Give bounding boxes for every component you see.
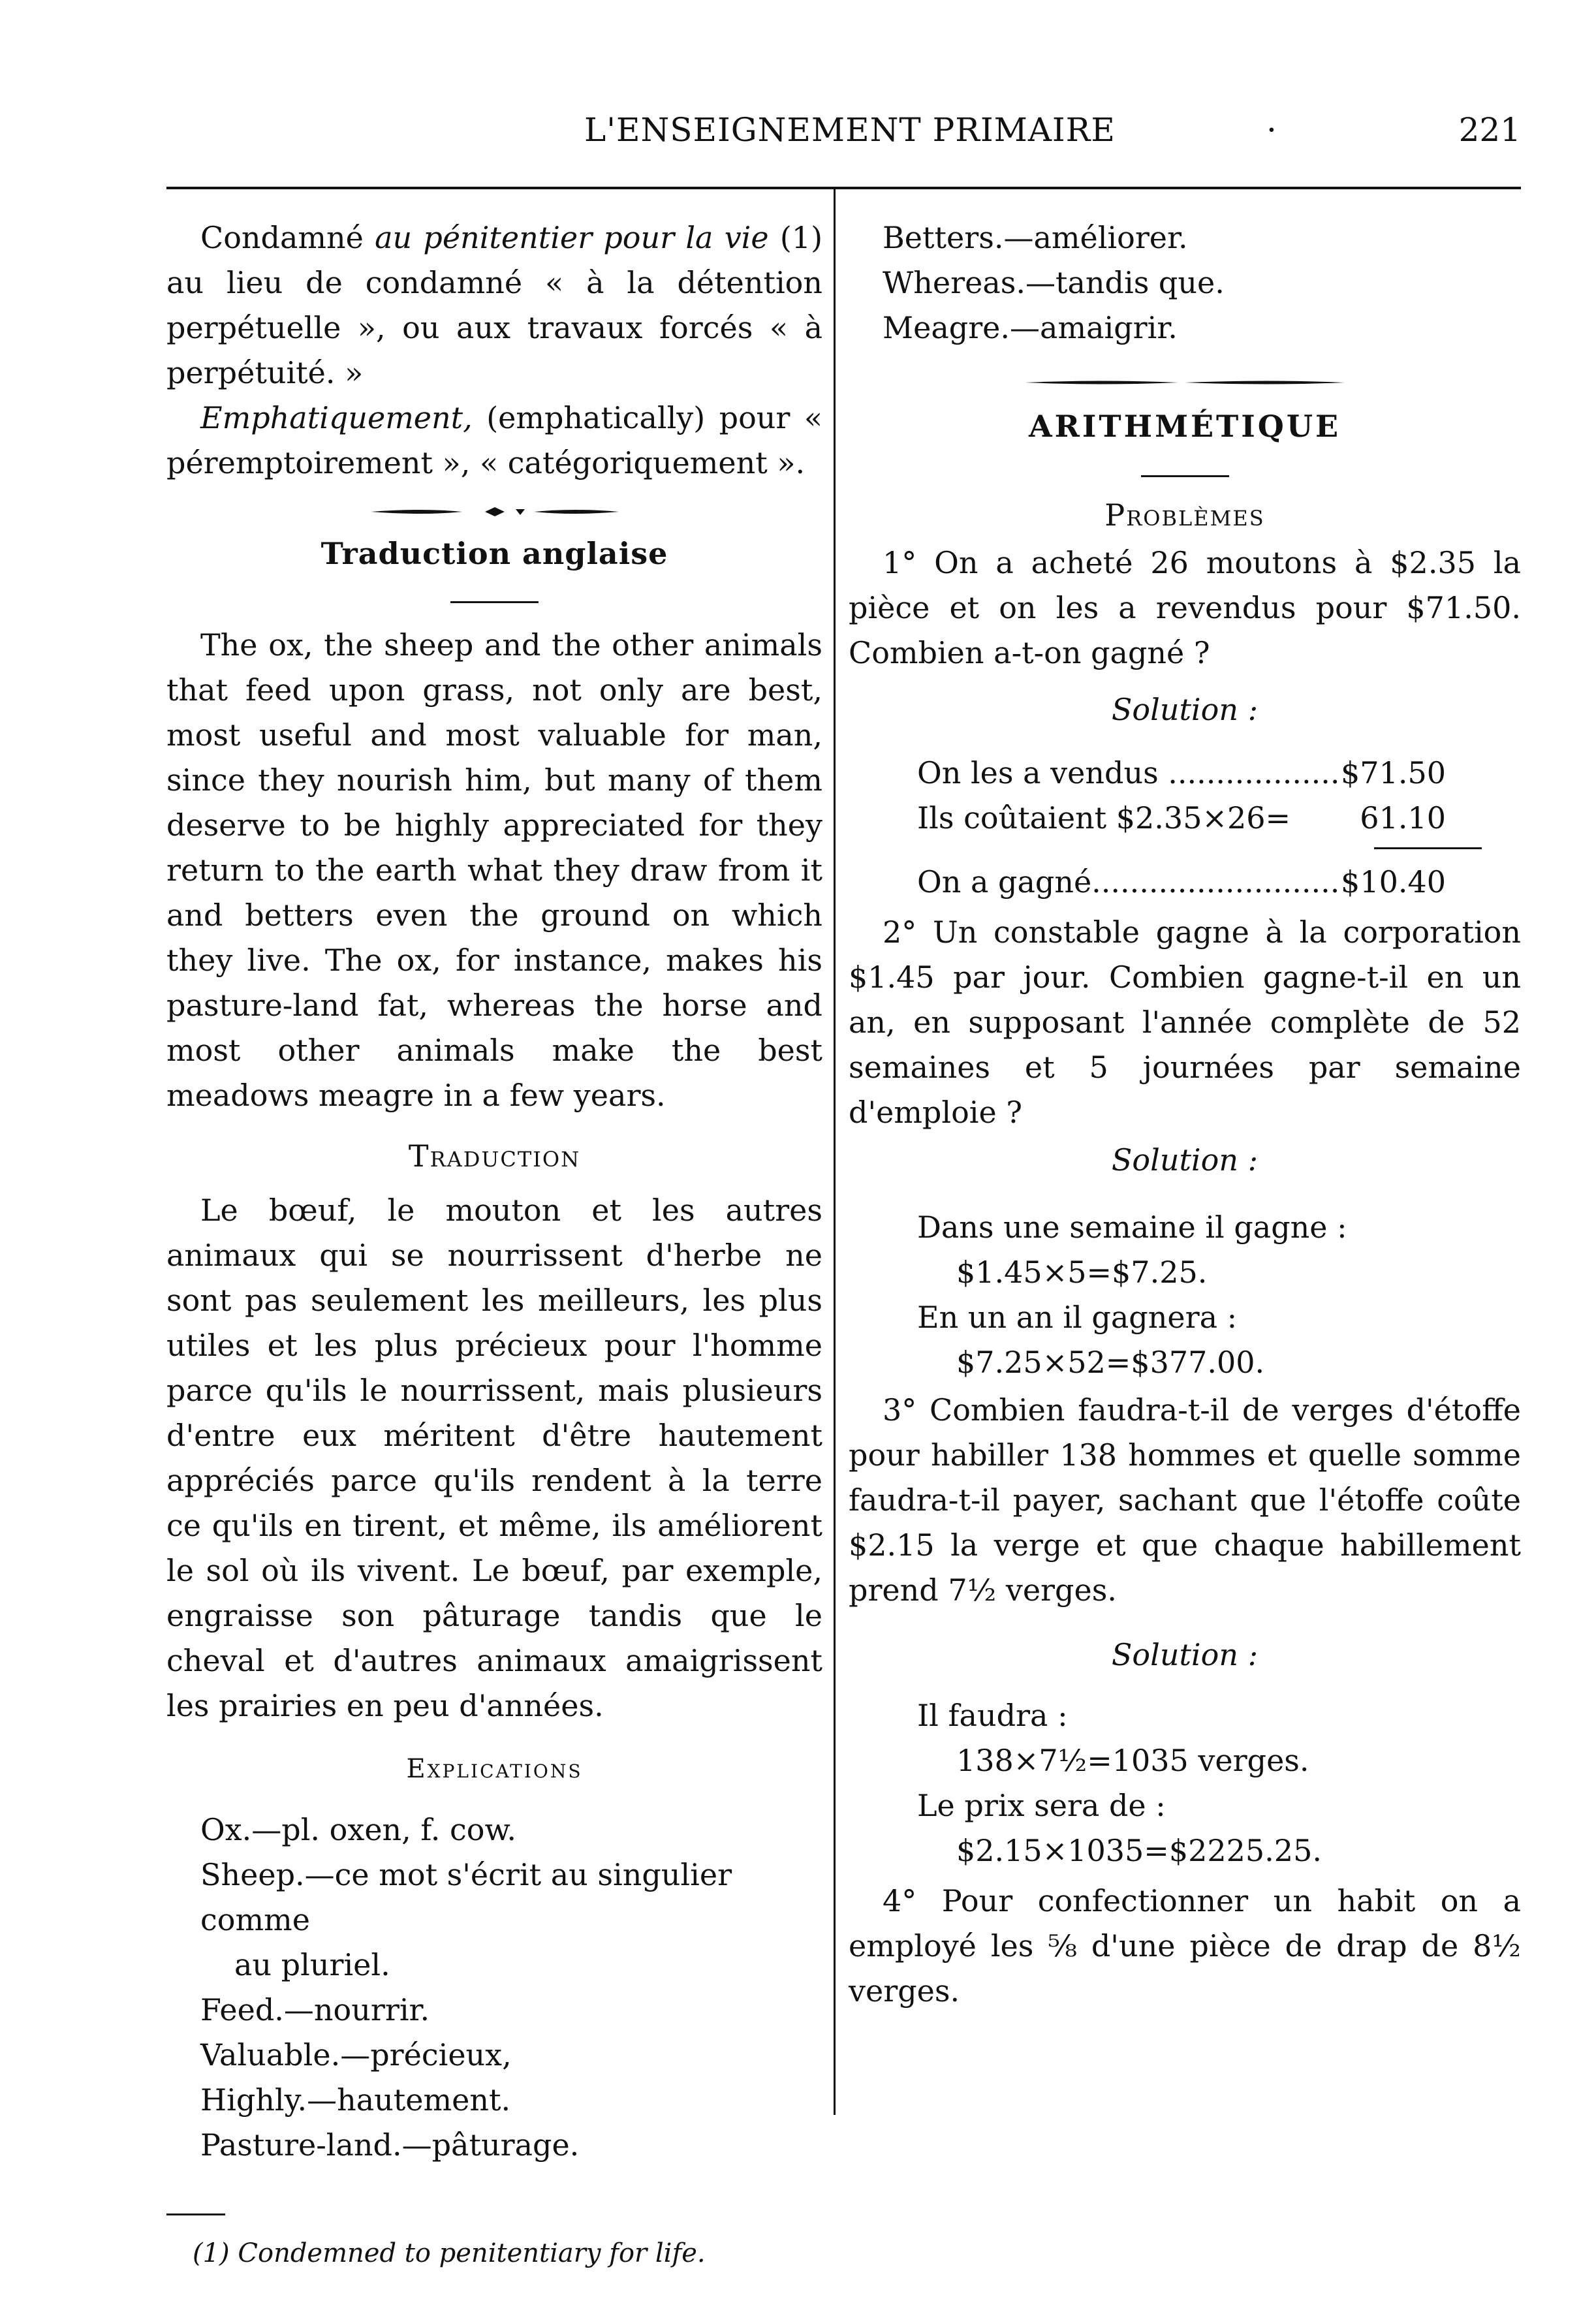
vocab-meagre: Meagre.—amaigrir. bbox=[883, 310, 1178, 345]
heading-explications: Explications bbox=[406, 1754, 583, 1784]
p3-line-1: Il faudra : bbox=[917, 1698, 1068, 1733]
explication-valuable: Valuable.—précieux, bbox=[200, 2037, 512, 2072]
explication-feed: Feed.—nourrir. bbox=[200, 1992, 430, 2027]
intro-paragraph-2: Emphatiquement, (emphatically) pour « péremptoirement », « catégoriquement ». bbox=[166, 400, 822, 480]
p1-row-result: On a gagné.......................... $10.40 bbox=[917, 864, 1446, 899]
problem-1: 1° On a acheté 26 moutons à $2.35 la pièce et on les a revendus pour $71.50. Combien a-t-on gagné ? bbox=[849, 545, 1521, 670]
p2-line-4: $7.25×52=$377.00. bbox=[956, 1345, 1265, 1380]
explication-sheep: Sheep.—ce mot s'écrit au singulier comme bbox=[200, 1857, 732, 1937]
running-title: L'ENSEIGNEMENT PRIMAIRE bbox=[584, 111, 1116, 149]
p1-row-cost: Ils coûtaient $2.35×26= 61.10 bbox=[917, 800, 1446, 836]
column-divider bbox=[834, 189, 836, 2115]
section-title-traduction-anglaise: Traduction anglaise bbox=[321, 536, 668, 571]
vocab-whereas: Whereas.—tandis que. bbox=[883, 265, 1225, 300]
header-rule bbox=[166, 187, 1521, 189]
p2-line-2: $1.45×5=$7.25. bbox=[956, 1255, 1208, 1290]
header-dot: · bbox=[1266, 111, 1277, 149]
ornament-divider-right bbox=[1022, 377, 1348, 388]
explication-highly: Highly.—hautement. bbox=[200, 2082, 511, 2118]
explication-ox: Ox.—pl. oxen, f. cow. bbox=[200, 1812, 517, 1847]
problem-4: 4° Pour confectionner un habit on a employé les ⅝ d'une pièce de drap de 8½ verges. bbox=[849, 1883, 1521, 2009]
solution-label-3: Solution : bbox=[1111, 1637, 1259, 1672]
problem-2: 2° Un constable gagne à la corporation $1.45 par jour. Combien gagne-t-il en un an, en supposant l'année complète de 52 semaines et 5 journées par semaine d'emploie ? bbox=[849, 915, 1521, 1130]
p3-line-3: Le prix sera de : bbox=[917, 1788, 1166, 1823]
problem-3: 3° Combien faudra-t-il de verges d'étoffe pour habiller 138 hommes et quelle somme faudra-t-il payer, sachant que l'étoffe coûte $2.15 la verge et que chaque habillement prend 7½ verges. bbox=[849, 1392, 1521, 1608]
p2-line-1: Dans une semaine il gagne : bbox=[917, 1210, 1347, 1245]
p2-line-3: En un an il gagnera : bbox=[917, 1300, 1238, 1335]
french-paragraph: Le bœuf, le mouton et les autres animaux qui se nourrissent d'herbe ne sont pas seulement les meilleurs, les plus utiles et les plus précieux pour l'homme parce qu'ils le nourrissent, mais plusieurs d'entre eux méritent d'être hautement appréciés parce qu'ils rendent à la terre ce qu'ils en tirent, et même, ils améliorent le sol où ils vivent. Le bœuf, par exemple, engraisse son pâturage tandis que le cheval et d'autres animaux amaigrissent les prairies en peu d'années. bbox=[166, 1193, 822, 1723]
p1-row-sold: On les a vendus .................. $71.50 bbox=[917, 755, 1446, 790]
right-column bbox=[849, 215, 1521, 2142]
solution-label-1: Solution : bbox=[1111, 692, 1259, 727]
vocab-betters: Betters.—améliorer. bbox=[883, 220, 1188, 255]
explication-pasture-land: Pasture-land.—pâturage. bbox=[200, 2127, 580, 2163]
heading-traduction: Traduction bbox=[408, 1138, 581, 1174]
intro-paragraph-1: Condamné au pénitentier pour la vie (1) au lieu de condamné « à la détention perpétuelle », ou aux travaux forcés « à perpétuité. » bbox=[166, 220, 823, 390]
page-number: 221 bbox=[1458, 111, 1521, 149]
heading-problemes: Problèmes bbox=[1104, 497, 1265, 533]
ornament-divider bbox=[364, 504, 625, 520]
p3-line-4: $2.15×1035=$2225.25. bbox=[956, 1833, 1322, 1868]
p3-line-2: 138×7½=1035 verges. bbox=[956, 1743, 1309, 1778]
page-header bbox=[166, 111, 1521, 163]
explication-sheep-cont: au pluriel. bbox=[234, 1947, 390, 1982]
solution-label-2: Solution : bbox=[1111, 1142, 1259, 1178]
footnote: (1) Condemned to penitentiary for life. bbox=[193, 2238, 706, 2268]
english-paragraph: The ox, the sheep and the other animals that feed upon grass, not only are best, most useful and most valuable for man, since they nourish him, but many of them deserve to be highly appreciated for they return to the earth what they draw from it and betters even the ground on which they live. The ox, for instance, makes his pasture-land fat, whereas the horse and most other animals make the best meadows meagre in a few years. bbox=[166, 627, 822, 1113]
section-title-arithmetique: ARITHMÉTIQUE bbox=[1028, 409, 1341, 444]
left-column bbox=[166, 215, 823, 2268]
